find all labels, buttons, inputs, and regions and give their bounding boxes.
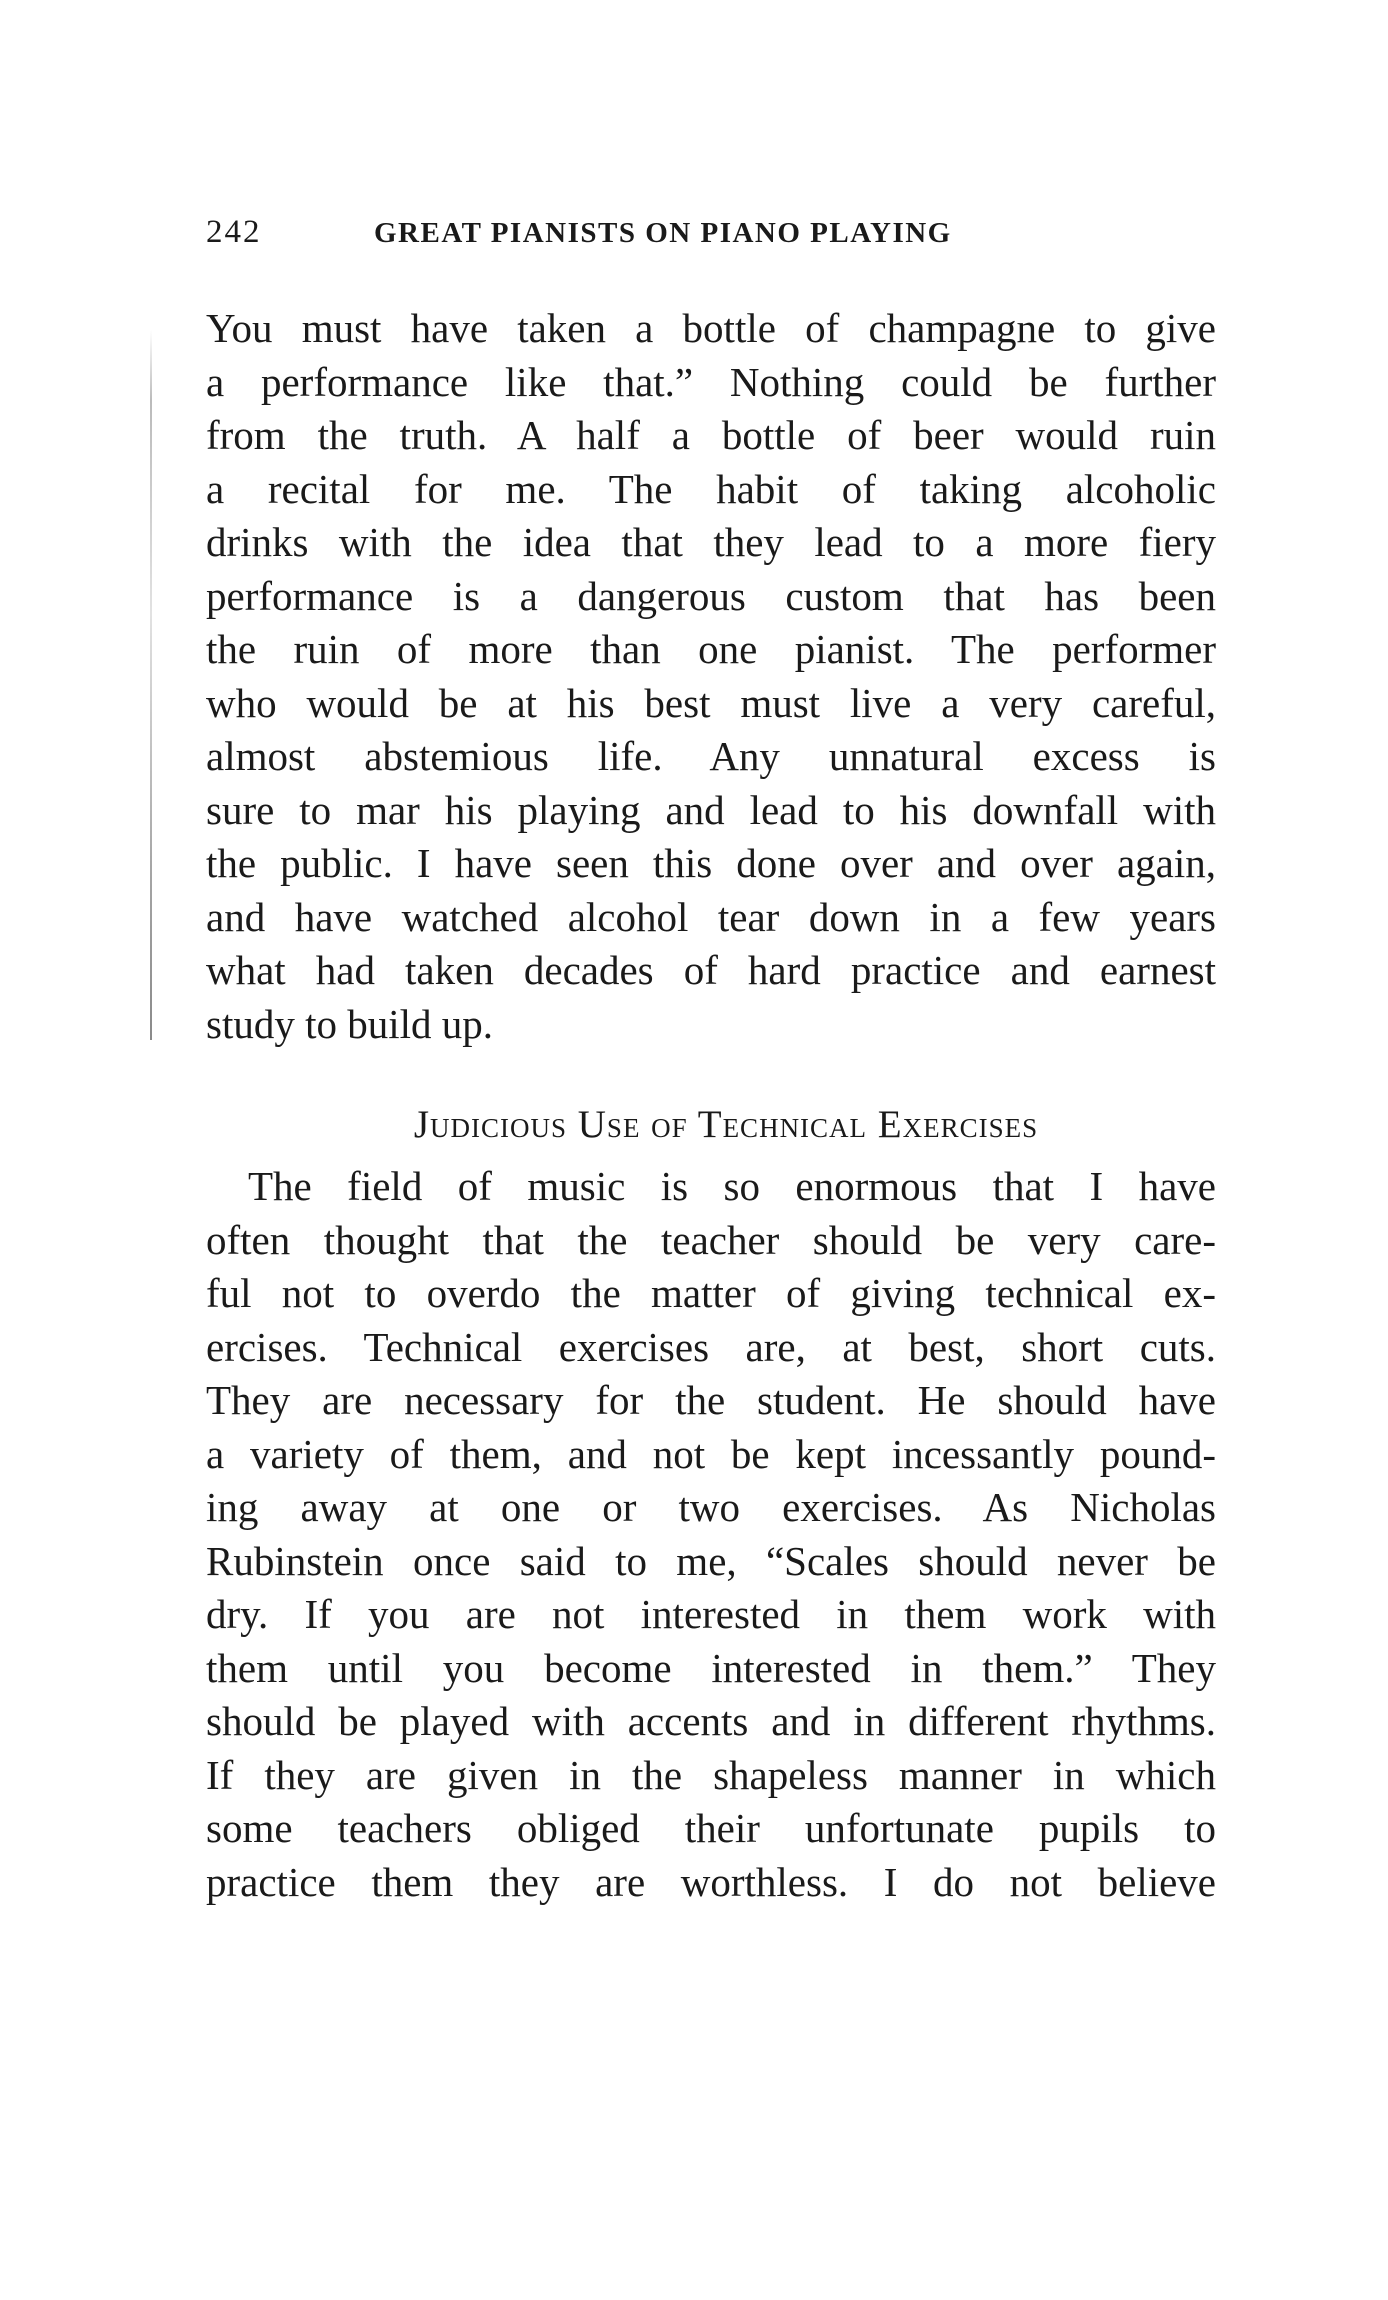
running-head xyxy=(206,214,1216,264)
text-line: them until you become interested in them.” They xyxy=(206,1644,1216,1691)
running-title: GREAT PIANISTS ON PIANO PLAYING xyxy=(374,217,952,249)
text-line: from the truth. A half a bottle of beer would ruin xyxy=(206,412,1216,458)
text-line: They are necessary for the student. He should have xyxy=(206,1377,1216,1423)
text-line: a variety of them, and not be kept incessantly pound- xyxy=(206,1430,1216,1477)
text-line: You must have taken a bottle of champagne to give xyxy=(206,305,1216,351)
text-line: drinks with the idea that they lead to a more fiery xyxy=(206,519,1216,565)
text-line: a recital for me. The habit of taking alcoholic xyxy=(206,465,1216,512)
paragraph-1 xyxy=(206,302,1216,1051)
text-line: ful not to overdo the matter of giving technical ex- xyxy=(206,1270,1216,1316)
text-line: what had taken decades of hard practice and earnest xyxy=(206,947,1216,993)
text-line: and have watched alcohol tear down in a few years xyxy=(206,893,1216,940)
paragraph-2 xyxy=(206,1160,1216,1909)
text-line: ercises. Technical exercises are, at best, short cuts. xyxy=(206,1323,1216,1370)
page-number: 242 xyxy=(206,214,262,250)
text-line: practice them they are worthless. I do not believe xyxy=(206,1858,1216,1905)
text-line: a performance like that.” Nothing could be further xyxy=(206,358,1216,405)
section-heading: Judicious Use of Technical Exercises xyxy=(413,1103,1039,1146)
text-line: the ruin of more than one pianist. The performer xyxy=(206,626,1216,672)
text-line: should be played with accents and in different rhythms. xyxy=(206,1698,1216,1744)
text-line: dry. If you are not interested in them work with xyxy=(206,1591,1216,1637)
text-line: study to build up. xyxy=(206,1000,494,1047)
margin-pencil-mark xyxy=(150,330,152,1040)
text-line: ing away at one or two exercises. As Nicholas xyxy=(206,1484,1216,1530)
text-line: the public. I have seen this done over and over again, xyxy=(206,840,1216,886)
text-line: almost abstemious life. Any unnatural excess is xyxy=(206,733,1216,779)
text-line: who would be at his best must live a very careful, xyxy=(206,679,1216,726)
text-line: Rubinstein once said to me, “Scales should never be xyxy=(206,1537,1216,1584)
text-line: sure to mar his playing and lead to his downfall with xyxy=(206,786,1216,833)
text-line: performance is a dangerous custom that has been xyxy=(206,572,1216,619)
text-line: If they are given in the shapeless manner in which xyxy=(206,1751,1216,1798)
text-line: often thought that the teacher should be very care- xyxy=(206,1216,1216,1263)
text-line: some teachers obliged their unfortunate pupils to xyxy=(206,1805,1216,1851)
text-line: The field of music is so enormous that I have xyxy=(248,1163,1216,1209)
